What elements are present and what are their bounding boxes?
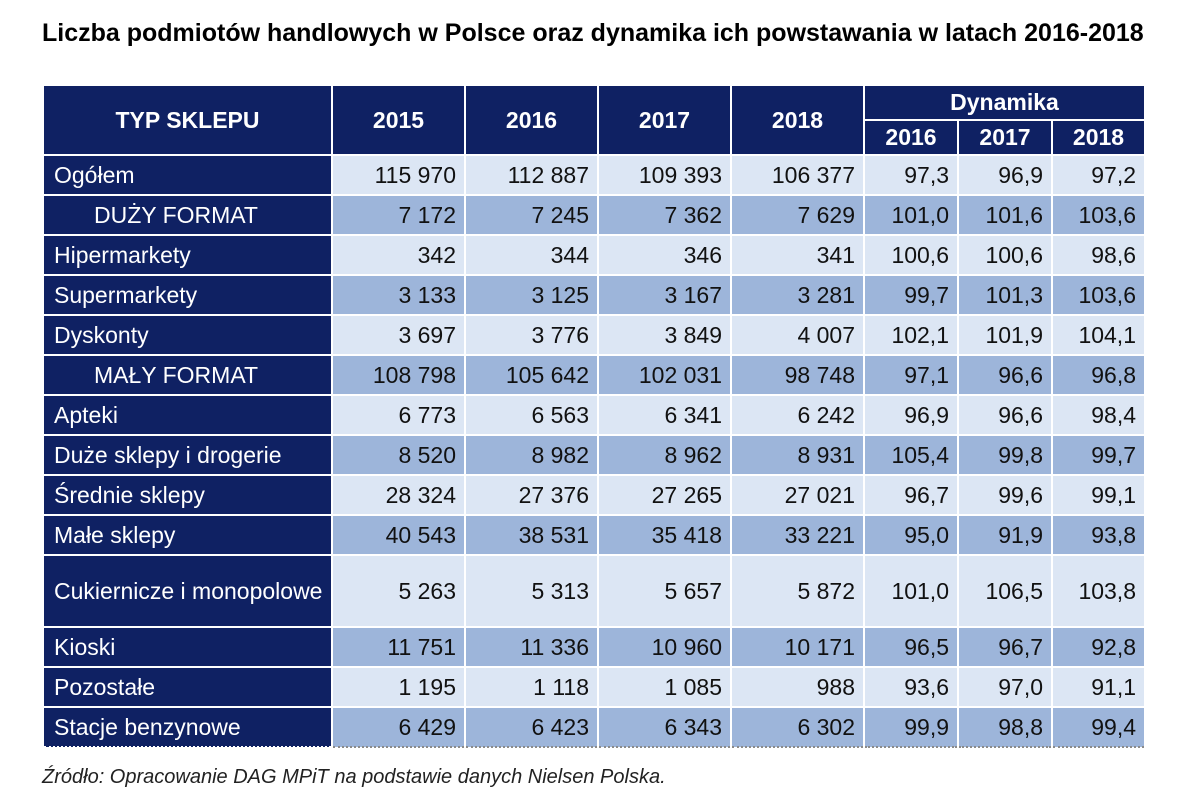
dynamika-cell: 103,6 [1052, 275, 1145, 315]
dynamika-cell: 105,4 [864, 435, 958, 475]
count-cell: 27 376 [465, 475, 598, 515]
dynamika-cell: 97,3 [864, 155, 958, 195]
row-label: MAŁY FORMAT [43, 355, 332, 395]
count-cell: 102 031 [598, 355, 731, 395]
count-cell: 6 423 [465, 707, 598, 747]
table-row [43, 435, 1145, 475]
dynamika-cell: 99,7 [1052, 435, 1145, 475]
dynamika-cell: 99,6 [958, 475, 1052, 515]
count-cell: 3 849 [598, 315, 731, 355]
header-year-2017: 2017 [598, 85, 731, 155]
dynamika-cell: 97,2 [1052, 155, 1145, 195]
source-note: Źródło: Opracowanie DAG MPiT na podstawie danych Nielsen Polska. [42, 766, 666, 788]
count-cell: 8 931 [731, 435, 864, 475]
dynamika-cell: 103,8 [1052, 555, 1145, 627]
row-label: Duże sklepy i drogerie [43, 435, 332, 475]
count-cell: 38 531 [465, 515, 598, 555]
dynamika-cell: 104,1 [1052, 315, 1145, 355]
count-cell: 342 [332, 235, 465, 275]
count-cell: 6 429 [332, 707, 465, 747]
count-cell: 5 657 [598, 555, 731, 627]
table-header [43, 85, 1145, 155]
row-label: Kioski [43, 627, 332, 667]
dynamika-cell: 99,1 [1052, 475, 1145, 515]
count-cell: 1 195 [332, 667, 465, 707]
header-dynamika-2016: 2016 [864, 120, 958, 155]
dynamika-cell: 102,1 [864, 315, 958, 355]
table-row [43, 515, 1145, 555]
row-label: Pozostałe [43, 667, 332, 707]
count-cell: 5 263 [332, 555, 465, 627]
dynamika-cell: 99,7 [864, 275, 958, 315]
dynamika-cell: 98,4 [1052, 395, 1145, 435]
dynamika-cell: 99,8 [958, 435, 1052, 475]
count-cell: 6 341 [598, 395, 731, 435]
row-label: Ogółem [43, 155, 332, 195]
header-dynamika: Dynamika [864, 85, 1145, 120]
dynamika-cell: 96,8 [1052, 355, 1145, 395]
dynamika-cell: 95,0 [864, 515, 958, 555]
dynamika-cell: 101,0 [864, 555, 958, 627]
dynamika-cell: 101,3 [958, 275, 1052, 315]
count-cell: 28 324 [332, 475, 465, 515]
count-cell: 7 172 [332, 195, 465, 235]
count-cell: 3 776 [465, 315, 598, 355]
dynamika-cell: 91,1 [1052, 667, 1145, 707]
count-cell: 988 [731, 667, 864, 707]
row-label: Hipermarkety [43, 235, 332, 275]
dynamika-cell: 92,8 [1052, 627, 1145, 667]
count-cell: 10 960 [598, 627, 731, 667]
count-cell: 3 697 [332, 315, 465, 355]
count-cell: 6 302 [731, 707, 864, 747]
count-cell: 8 962 [598, 435, 731, 475]
count-cell: 4 007 [731, 315, 864, 355]
dynamika-cell: 93,6 [864, 667, 958, 707]
header-dynamika-2017: 2017 [958, 120, 1052, 155]
count-cell: 1 085 [598, 667, 731, 707]
dynamika-cell: 93,8 [1052, 515, 1145, 555]
page-title: Liczba podmiotów handlowych w Polsce oraz dynamika ich powstawania w latach 2016-2018 [42, 19, 1144, 47]
count-cell: 115 970 [332, 155, 465, 195]
count-cell: 3 125 [465, 275, 598, 315]
table-row [43, 395, 1145, 435]
header-year-2016: 2016 [465, 85, 598, 155]
count-cell: 27 265 [598, 475, 731, 515]
dynamika-cell: 100,6 [958, 235, 1052, 275]
dynamika-cell: 100,6 [864, 235, 958, 275]
count-cell: 3 167 [598, 275, 731, 315]
count-cell: 109 393 [598, 155, 731, 195]
count-cell: 346 [598, 235, 731, 275]
table-row [43, 235, 1145, 275]
dynamika-cell: 99,9 [864, 707, 958, 747]
row-label: Cukiernicze i monopolowe [43, 555, 332, 627]
dynamika-cell: 101,6 [958, 195, 1052, 235]
count-cell: 6 773 [332, 395, 465, 435]
dynamika-cell: 96,7 [864, 475, 958, 515]
row-label: Średnie sklepy [43, 475, 332, 515]
row-label: Małe sklepy [43, 515, 332, 555]
count-cell: 105 642 [465, 355, 598, 395]
count-cell: 5 872 [731, 555, 864, 627]
header-year-2018: 2018 [731, 85, 864, 155]
table-row [43, 555, 1145, 627]
dynamika-cell: 96,6 [958, 355, 1052, 395]
table-row [43, 627, 1145, 667]
count-cell: 5 313 [465, 555, 598, 627]
count-cell: 6 343 [598, 707, 731, 747]
row-label: Supermarkety [43, 275, 332, 315]
data-table [42, 84, 1146, 748]
count-cell: 8 982 [465, 435, 598, 475]
table-row [43, 707, 1145, 747]
count-cell: 10 171 [731, 627, 864, 667]
count-cell: 344 [465, 235, 598, 275]
count-cell: 1 118 [465, 667, 598, 707]
dynamika-cell: 101,9 [958, 315, 1052, 355]
dynamika-cell: 97,1 [864, 355, 958, 395]
count-cell: 40 543 [332, 515, 465, 555]
count-cell: 3 133 [332, 275, 465, 315]
dynamika-cell: 96,6 [958, 395, 1052, 435]
count-cell: 3 281 [731, 275, 864, 315]
dynamika-cell: 91,9 [958, 515, 1052, 555]
count-cell: 106 377 [731, 155, 864, 195]
dynamika-cell: 97,0 [958, 667, 1052, 707]
header-type-column: TYP SKLEPU [43, 85, 332, 155]
table-row [43, 355, 1145, 395]
dynamika-cell: 96,9 [958, 155, 1052, 195]
count-cell: 112 887 [465, 155, 598, 195]
count-cell: 108 798 [332, 355, 465, 395]
row-label: Dyskonty [43, 315, 332, 355]
count-cell: 7 362 [598, 195, 731, 235]
count-cell: 11 751 [332, 627, 465, 667]
table-row [43, 155, 1145, 195]
table-row [43, 315, 1145, 355]
count-cell: 7 245 [465, 195, 598, 235]
count-cell: 27 021 [731, 475, 864, 515]
row-label: Stacje benzynowe [43, 707, 332, 747]
count-cell: 341 [731, 235, 864, 275]
header-dynamika-2018: 2018 [1052, 120, 1145, 155]
count-cell: 7 629 [731, 195, 864, 235]
count-cell: 6 242 [731, 395, 864, 435]
row-label: DUŻY FORMAT [43, 195, 332, 235]
dynamika-cell: 106,5 [958, 555, 1052, 627]
dynamika-cell: 96,5 [864, 627, 958, 667]
count-cell: 33 221 [731, 515, 864, 555]
dynamika-cell: 98,8 [958, 707, 1052, 747]
count-cell: 98 748 [731, 355, 864, 395]
table-row [43, 475, 1145, 515]
dynamika-cell: 96,9 [864, 395, 958, 435]
count-cell: 11 336 [465, 627, 598, 667]
dynamika-cell: 96,7 [958, 627, 1052, 667]
table-row [43, 195, 1145, 235]
dynamika-cell: 103,6 [1052, 195, 1145, 235]
table-row [43, 667, 1145, 707]
dynamika-cell: 98,6 [1052, 235, 1145, 275]
table-body [43, 155, 1145, 747]
row-label: Apteki [43, 395, 332, 435]
count-cell: 35 418 [598, 515, 731, 555]
data-table-wrapper [42, 84, 1144, 748]
table-row [43, 275, 1145, 315]
count-cell: 6 563 [465, 395, 598, 435]
header-year-2015: 2015 [332, 85, 465, 155]
dynamika-cell: 99,4 [1052, 707, 1145, 747]
count-cell: 8 520 [332, 435, 465, 475]
dynamika-cell: 101,0 [864, 195, 958, 235]
